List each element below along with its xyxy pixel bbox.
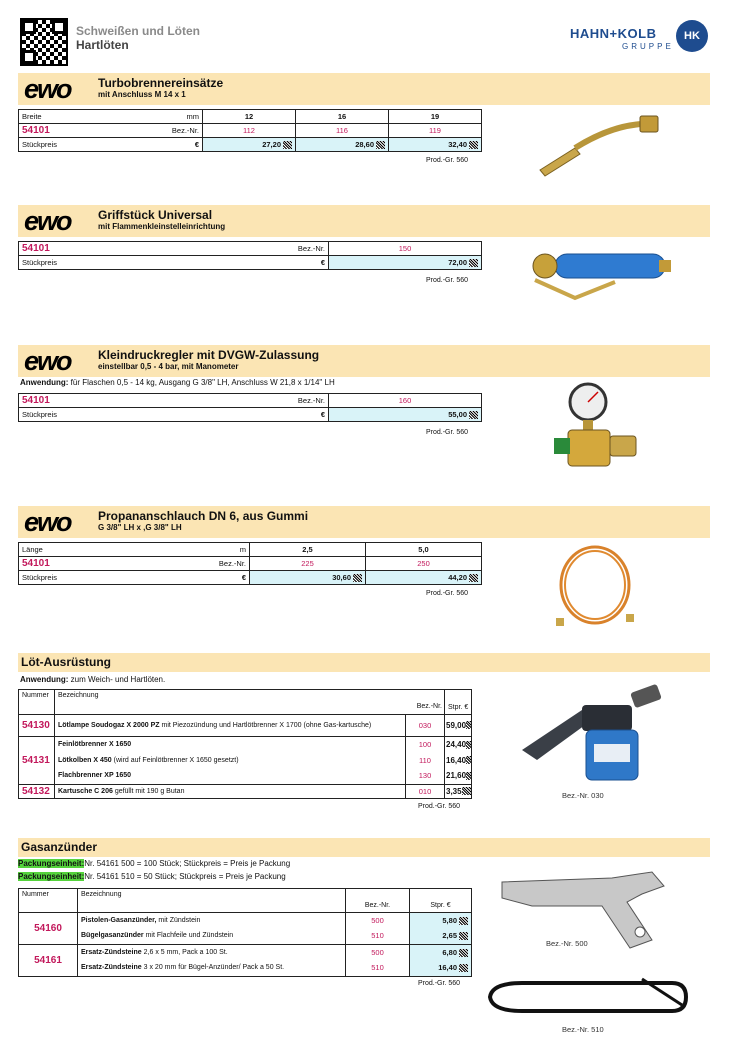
bez-code: 500 (346, 945, 410, 961)
soldering-lamp-image (512, 680, 667, 785)
section-band-gasanzuender (18, 838, 710, 857)
bez-label: Bez.-Nr. (297, 243, 325, 253)
bez-code: 010 (406, 785, 445, 799)
price-label: Stückpreis (22, 572, 58, 582)
table-row (19, 913, 472, 929)
price-value: 24,40 (446, 739, 467, 749)
section-band-griffstueck (18, 205, 710, 237)
bez-code: 030 (406, 715, 445, 737)
ewo-logo: ewo (24, 507, 71, 537)
length-cell: 2,5 (250, 543, 366, 557)
bez-code: 130 (406, 769, 445, 785)
section-title: Löt-Ausrüstung (21, 655, 111, 669)
table-row (19, 961, 472, 977)
pack-label: Packungseinheit: (18, 872, 85, 881)
header-subcategory: Hartlöten (76, 38, 129, 52)
bez-code: 150 (329, 242, 482, 256)
pack-label: Packungseinheit: (18, 859, 85, 868)
ewo-logo: ewo (24, 346, 71, 376)
bow-lighter-image (482, 975, 692, 1020)
price-label: Stückpreis (22, 257, 58, 267)
col-bez: Bez.-Nr. (416, 703, 442, 710)
article-number: 54130 (19, 715, 55, 737)
product-table (18, 689, 472, 715)
price-value: 28,60 (355, 139, 374, 149)
product-name: Feinlötbrenner X 1650 (58, 740, 132, 748)
price-value: 2,65 (442, 931, 457, 941)
table-row (19, 929, 472, 945)
table-row (19, 737, 472, 753)
section-band-loet-ausruestung (18, 653, 710, 672)
table-row (19, 753, 472, 769)
pressure-regulator-image (550, 380, 645, 480)
bez-code: 160 (329, 394, 482, 408)
bez-code: 112 (203, 124, 296, 138)
product-desc: gefüllt mit 190 g Butan (114, 787, 185, 795)
product-name: Ersatz-Zündsteine (81, 948, 142, 956)
qr-icon (376, 141, 385, 149)
article-number: 54101 (22, 124, 50, 136)
bez-code: 225 (250, 557, 366, 571)
prod-group: Prod.-Gr. 560 (426, 277, 469, 284)
section-band-druckregler (18, 345, 710, 377)
qr-icon (462, 787, 471, 795)
table-row (19, 945, 472, 961)
product-name: Pistolen-Gasanzünder, (81, 916, 157, 924)
price-value: 55,00 (448, 409, 467, 419)
section-subtitle: mit Flammenkleinstelleinrichtung (98, 222, 226, 231)
qr-icon (466, 772, 471, 780)
price-table (18, 241, 482, 270)
bez-code: 100 (406, 737, 445, 753)
image-caption: Bez.-Nr. 030 (562, 791, 604, 800)
handle-image (515, 240, 675, 310)
product-name: Ersatz-Zündsteine (81, 964, 142, 972)
article-number: 54160 (19, 913, 78, 945)
currency-label: € (194, 139, 199, 149)
product-desc: mit Flachfeile und Zündstein (145, 932, 234, 940)
product-name: Kartusche C 206 (58, 787, 113, 795)
qr-icon (469, 411, 478, 419)
qr-code (20, 18, 68, 66)
table-row (19, 785, 472, 799)
bez-code: 116 (296, 124, 389, 138)
qr-icon (459, 964, 468, 972)
bez-code: 510 (346, 961, 410, 977)
bez-label: Bez.-Nr. (297, 395, 325, 405)
prod-group: Prod.-Gr. 560 (418, 803, 461, 810)
section-title: Kleindruckregler mit DVGW-Zulassung (98, 348, 320, 362)
width-cell: 16 (296, 110, 389, 124)
section-title: Gasanzünder (21, 840, 98, 854)
qr-icon (459, 932, 468, 940)
length-cell: 5,0 (366, 543, 482, 557)
qr-icon (353, 574, 362, 582)
product-name: Flachbrenner XP 1650 (58, 772, 132, 780)
price-table (18, 393, 482, 422)
qr-icon (466, 721, 471, 729)
prod-group: Prod.-Gr. 560 (418, 980, 461, 987)
col-price: Stpr. € (445, 690, 472, 715)
bez-code: 250 (366, 557, 482, 571)
image-caption: Bez.-Nr. 500 (546, 939, 588, 948)
section-subtitle: mit Anschluss M 14 x 1 (98, 90, 186, 99)
width-label: Breite (22, 111, 42, 121)
usage-label: Anwendung: (20, 675, 69, 684)
product-name: Bügelgasanzünder (81, 932, 144, 940)
price-value: 16,40 (438, 963, 457, 973)
prod-group: Prod.-Gr. 560 (426, 429, 469, 436)
price-table (18, 542, 482, 585)
ewo-logo: ewo (24, 206, 71, 236)
article-number: 54101 (22, 394, 50, 406)
hahn-kolb-logo: HAHN+KOLB GRUPPE HK (570, 20, 710, 54)
prod-group: Prod.-Gr. 560 (426, 157, 469, 164)
price-value: 44,20 (448, 572, 467, 582)
section-subtitle: G 3/8" LH x ,G 3/8" LH (98, 523, 182, 532)
header-category: Schweißen und Löten (76, 24, 201, 38)
bez-label: Bez.-Nr. (171, 125, 199, 135)
qr-icon (466, 741, 471, 749)
qr-icon (459, 917, 468, 925)
price-value: 30,60 (332, 572, 351, 582)
product-desc: 3 x 20 mm für Bügel-Anzünder/ Pack a 50 St. (143, 964, 285, 972)
price-value: 32,40 (448, 139, 467, 149)
unit-label: mm (186, 111, 199, 121)
col-number: Nummer (19, 889, 78, 913)
section-title: Griffstück Universal (98, 208, 213, 222)
product-rows (18, 714, 472, 799)
prod-group: Prod.-Gr. 560 (426, 590, 469, 597)
table-row (19, 715, 472, 737)
image-caption: Bez.-Nr. 510 (562, 1025, 604, 1034)
col-description: Bezeichnung (58, 692, 99, 699)
bez-code: 510 (346, 929, 410, 945)
product-desc: mit Zündstein (158, 916, 201, 924)
product-desc: mit Piezozündung und Hartlötbrenner X 1700 (ohne Gas-kartusche) (161, 722, 372, 729)
price-value: 5,80 (442, 915, 457, 925)
bez-label: Bez.-Nr. (218, 558, 246, 568)
usage-label: Anwendung: (20, 378, 69, 387)
bez-code: 110 (406, 753, 445, 769)
length-label: Länge (22, 544, 43, 554)
price-value: 27,20 (262, 139, 281, 149)
col-bez: Bez.-Nr. (346, 889, 410, 913)
qr-icon (466, 756, 471, 764)
currency-label: € (320, 409, 325, 419)
price-value: 21,60 (446, 771, 467, 781)
price-value: 3,35 (446, 786, 462, 796)
col-description: Bezeichnung (78, 889, 346, 913)
article-number: 54161 (19, 945, 78, 977)
price-value: 72,00 (448, 257, 467, 267)
price-value: 16,40 (446, 755, 467, 765)
section-title: Turbobrennereinsätze (98, 76, 224, 90)
currency-label: € (241, 572, 246, 582)
col-number: Nummer (19, 690, 55, 715)
bez-code: 119 (389, 124, 482, 138)
product-name: Lötkolben X 450 (58, 756, 112, 764)
price-label: Stückpreis (22, 409, 58, 419)
article-number: 54101 (22, 557, 50, 569)
currency-label: € (320, 257, 325, 267)
price-label: Stückpreis (22, 139, 58, 149)
product-desc: (wird auf Feinlötbrenner X 1650 gesetzt) (113, 756, 239, 764)
qr-icon (283, 141, 292, 149)
usage-text: zum Weich- und Hartlöten. (70, 675, 166, 684)
bez-code: 500 (346, 913, 410, 929)
article-number: 54132 (19, 785, 55, 799)
product-desc: 2,6 x 5 mm, Pack a 100 St. (143, 948, 228, 956)
qr-icon (469, 259, 478, 267)
unit-label: m (239, 544, 246, 554)
price-value: 6,80 (442, 947, 457, 957)
article-number: 54131 (19, 737, 55, 785)
table-row (19, 769, 472, 785)
article-number: 54101 (22, 242, 50, 254)
price-table (18, 109, 482, 152)
section-subtitle: einstellbar 0,5 - 4 bar, mit Manometer (98, 362, 239, 371)
section-band-turbobrenner (18, 73, 710, 105)
usage-text: für Flaschen 0,5 - 14 kg, Ausgang G 3/8" LH, Anschluss W 21,8 x 1/14" LH (70, 378, 335, 387)
col-price: Stpr. € (410, 889, 472, 913)
pack-info: Nr. 54161 500 = 100 Stück; Stückpreis = Preis je Packung (84, 859, 291, 868)
ewo-logo: ewo (24, 74, 71, 104)
section-band-propanschlauch (18, 506, 710, 538)
width-cell: 19 (389, 110, 482, 124)
section-title: Propananschlauch DN 6, aus Gummi (98, 509, 309, 523)
hose-image (550, 540, 640, 630)
pack-info: Nr. 54161 510 = 50 Stück; Stückpreis = Preis je Packung (84, 872, 286, 881)
product-table (18, 888, 472, 977)
qr-icon (469, 574, 478, 582)
qr-icon (459, 949, 468, 957)
width-cell: 12 (203, 110, 296, 124)
product-name: Lötlampe Soudogaz X 2000 PZ (58, 722, 160, 729)
price-value: 59,00 (446, 720, 467, 730)
turbo-burner-image (530, 110, 665, 180)
qr-icon (469, 141, 478, 149)
